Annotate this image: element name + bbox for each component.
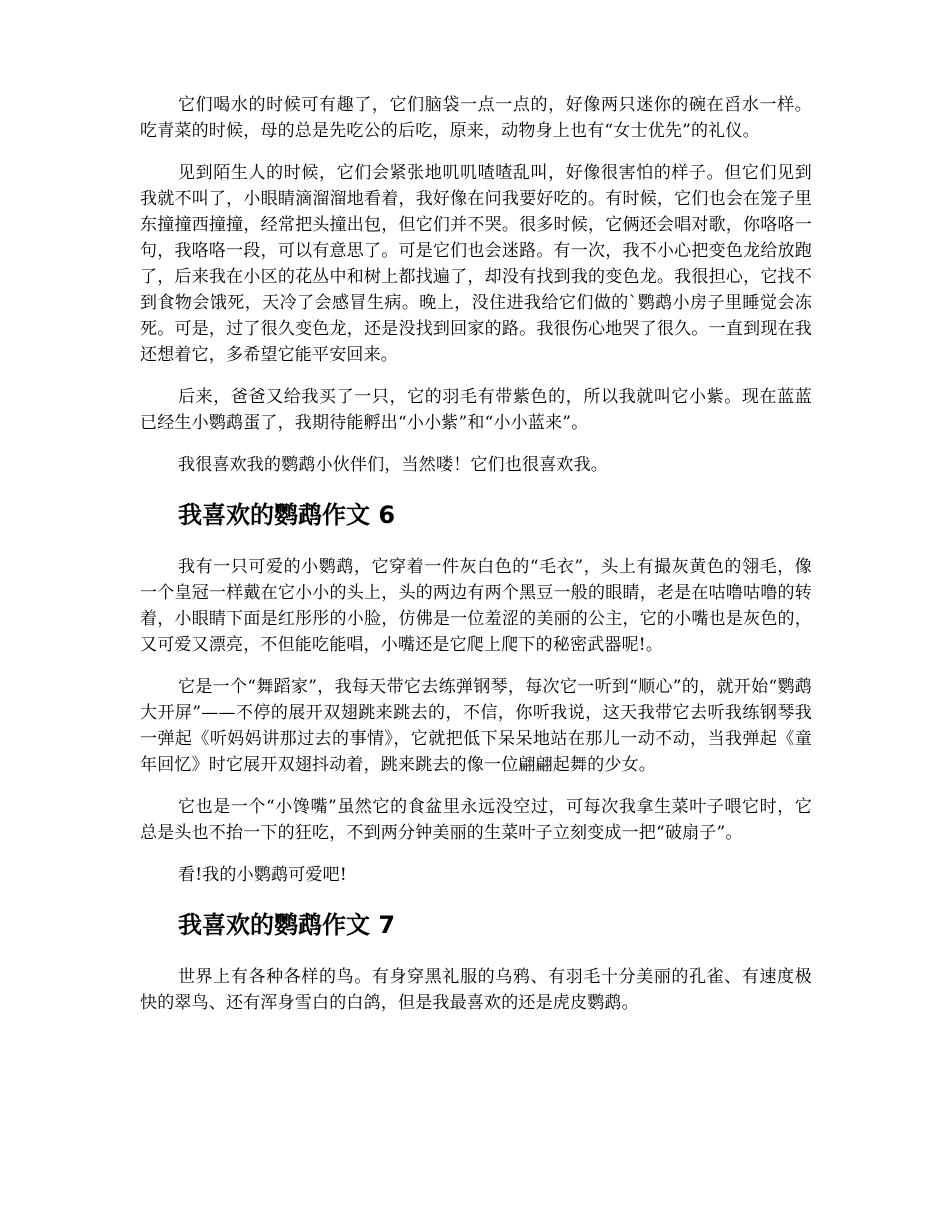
paragraph: 我有一只可爱的小鹦鹉，它穿着一件灰白色的“毛衣”，头上有撮灰黄色的翎毛，像一个皇冠一样戴在它小小的头上，头的两边有两个黑豆一般的眼睛，老是在咕噜咕噜的转着，小眼睛下面是红彤彤的小脸，仿佛是一位羞涩的美丽的公主，它的小嘴也是灰色的，又可爱又漂亮，不但能吃能唱，小嘴还是它爬上爬下的秘密武器呢!。: [140, 557, 812, 655]
paragraph: 看!我的小鹦鹉可爱吧!: [178, 865, 347, 885]
paragraph: 它是一个“舞蹈家”，我每天带它去练弹钢琴，每次它一听到“顺心”的，就开始“鹦鹉大开屏”——不停的展开双翅跳来跳去的，不信，你听我说，这天我带它去听我练钢琴我一弹起《听妈妈讲那过去的事情》，它就把低下呆呆地站在那儿一动不动，当我弹起《童年回忆》时它展开双翅抖动着，跳来跳去的像一位翩翩起舞的少女。: [140, 677, 812, 775]
paragraph: 世界上有各种各样的鸟。有身穿黑礼服的乌鸦、有羽毛十分美丽的孔雀、有速度极快的翠鸟、还有浑身雪白的白鸽，但是我最喜欢的还是虎皮鹦鹉。: [140, 967, 812, 1013]
paragraph: 见到陌生人的时候，它们会紧张地叽叽喳喳乱叫，好像很害怕的样子。但它们见到我就不叫了，小眼睛滴溜溜地看着，我好像在问我要好吃的。有时候，它们也会在笼子里东撞撞西撞撞，经常把头撞出包，但它们并不哭。很多时候，它俩还会唱对歌，你咯咯一句，我咯咯一段，可以有意思了。可是它们也会迷路。有一次，我不小心把变色龙给放跑了，后来我在小区的花丛中和树上都找遍了，却没有找到我的变色龙。我很担心，它找不到食物会饿死，天冷了会感冒生病。晚上，没住进我给它们做的`鹦鹉小房子里睡觉会冻死。可是，过了很久变色龙，还是没找到回家的路。我很伤心地哭了很久。一直到现在我还想着它，多希望它能平安回来。: [140, 163, 812, 365]
paragraph: 后来，爸爸又给我买了一只，它的羽毛有带紫色的，所以我就叫它小紫。现在蓝蓝已经生小鹦鹉蛋了，我期待能孵出“小小紫”和“小小蓝来”。: [140, 387, 812, 433]
section-heading: 我喜欢的鹦鹉作文 7: [178, 911, 396, 939]
paragraph: 它们喝水的时候可有趣了，它们脑袋一点一点的，好像两只迷你的碗在舀水一样。吃青菜的时候，母的总是先吃公的后吃，原来，动物身上也有“女士优先”的礼仪。: [140, 95, 812, 141]
paragraph: 我很喜欢我的鹦鹉小伙伴们，当然喽！它们也很喜欢我。: [178, 455, 608, 475]
paragraph: 它也是一个“小馋嘴”虽然它的食盆里永远没空过，可每次我拿生菜叶子喂它时，它总是头也不抬一下的狂吃，不到两分钟美丽的生菜叶子立刻变成一把“破扇子”。: [140, 797, 812, 843]
section-heading: 我喜欢的鹦鹉作文 6: [178, 501, 396, 529]
document-page: [140, 92, 812, 1032]
